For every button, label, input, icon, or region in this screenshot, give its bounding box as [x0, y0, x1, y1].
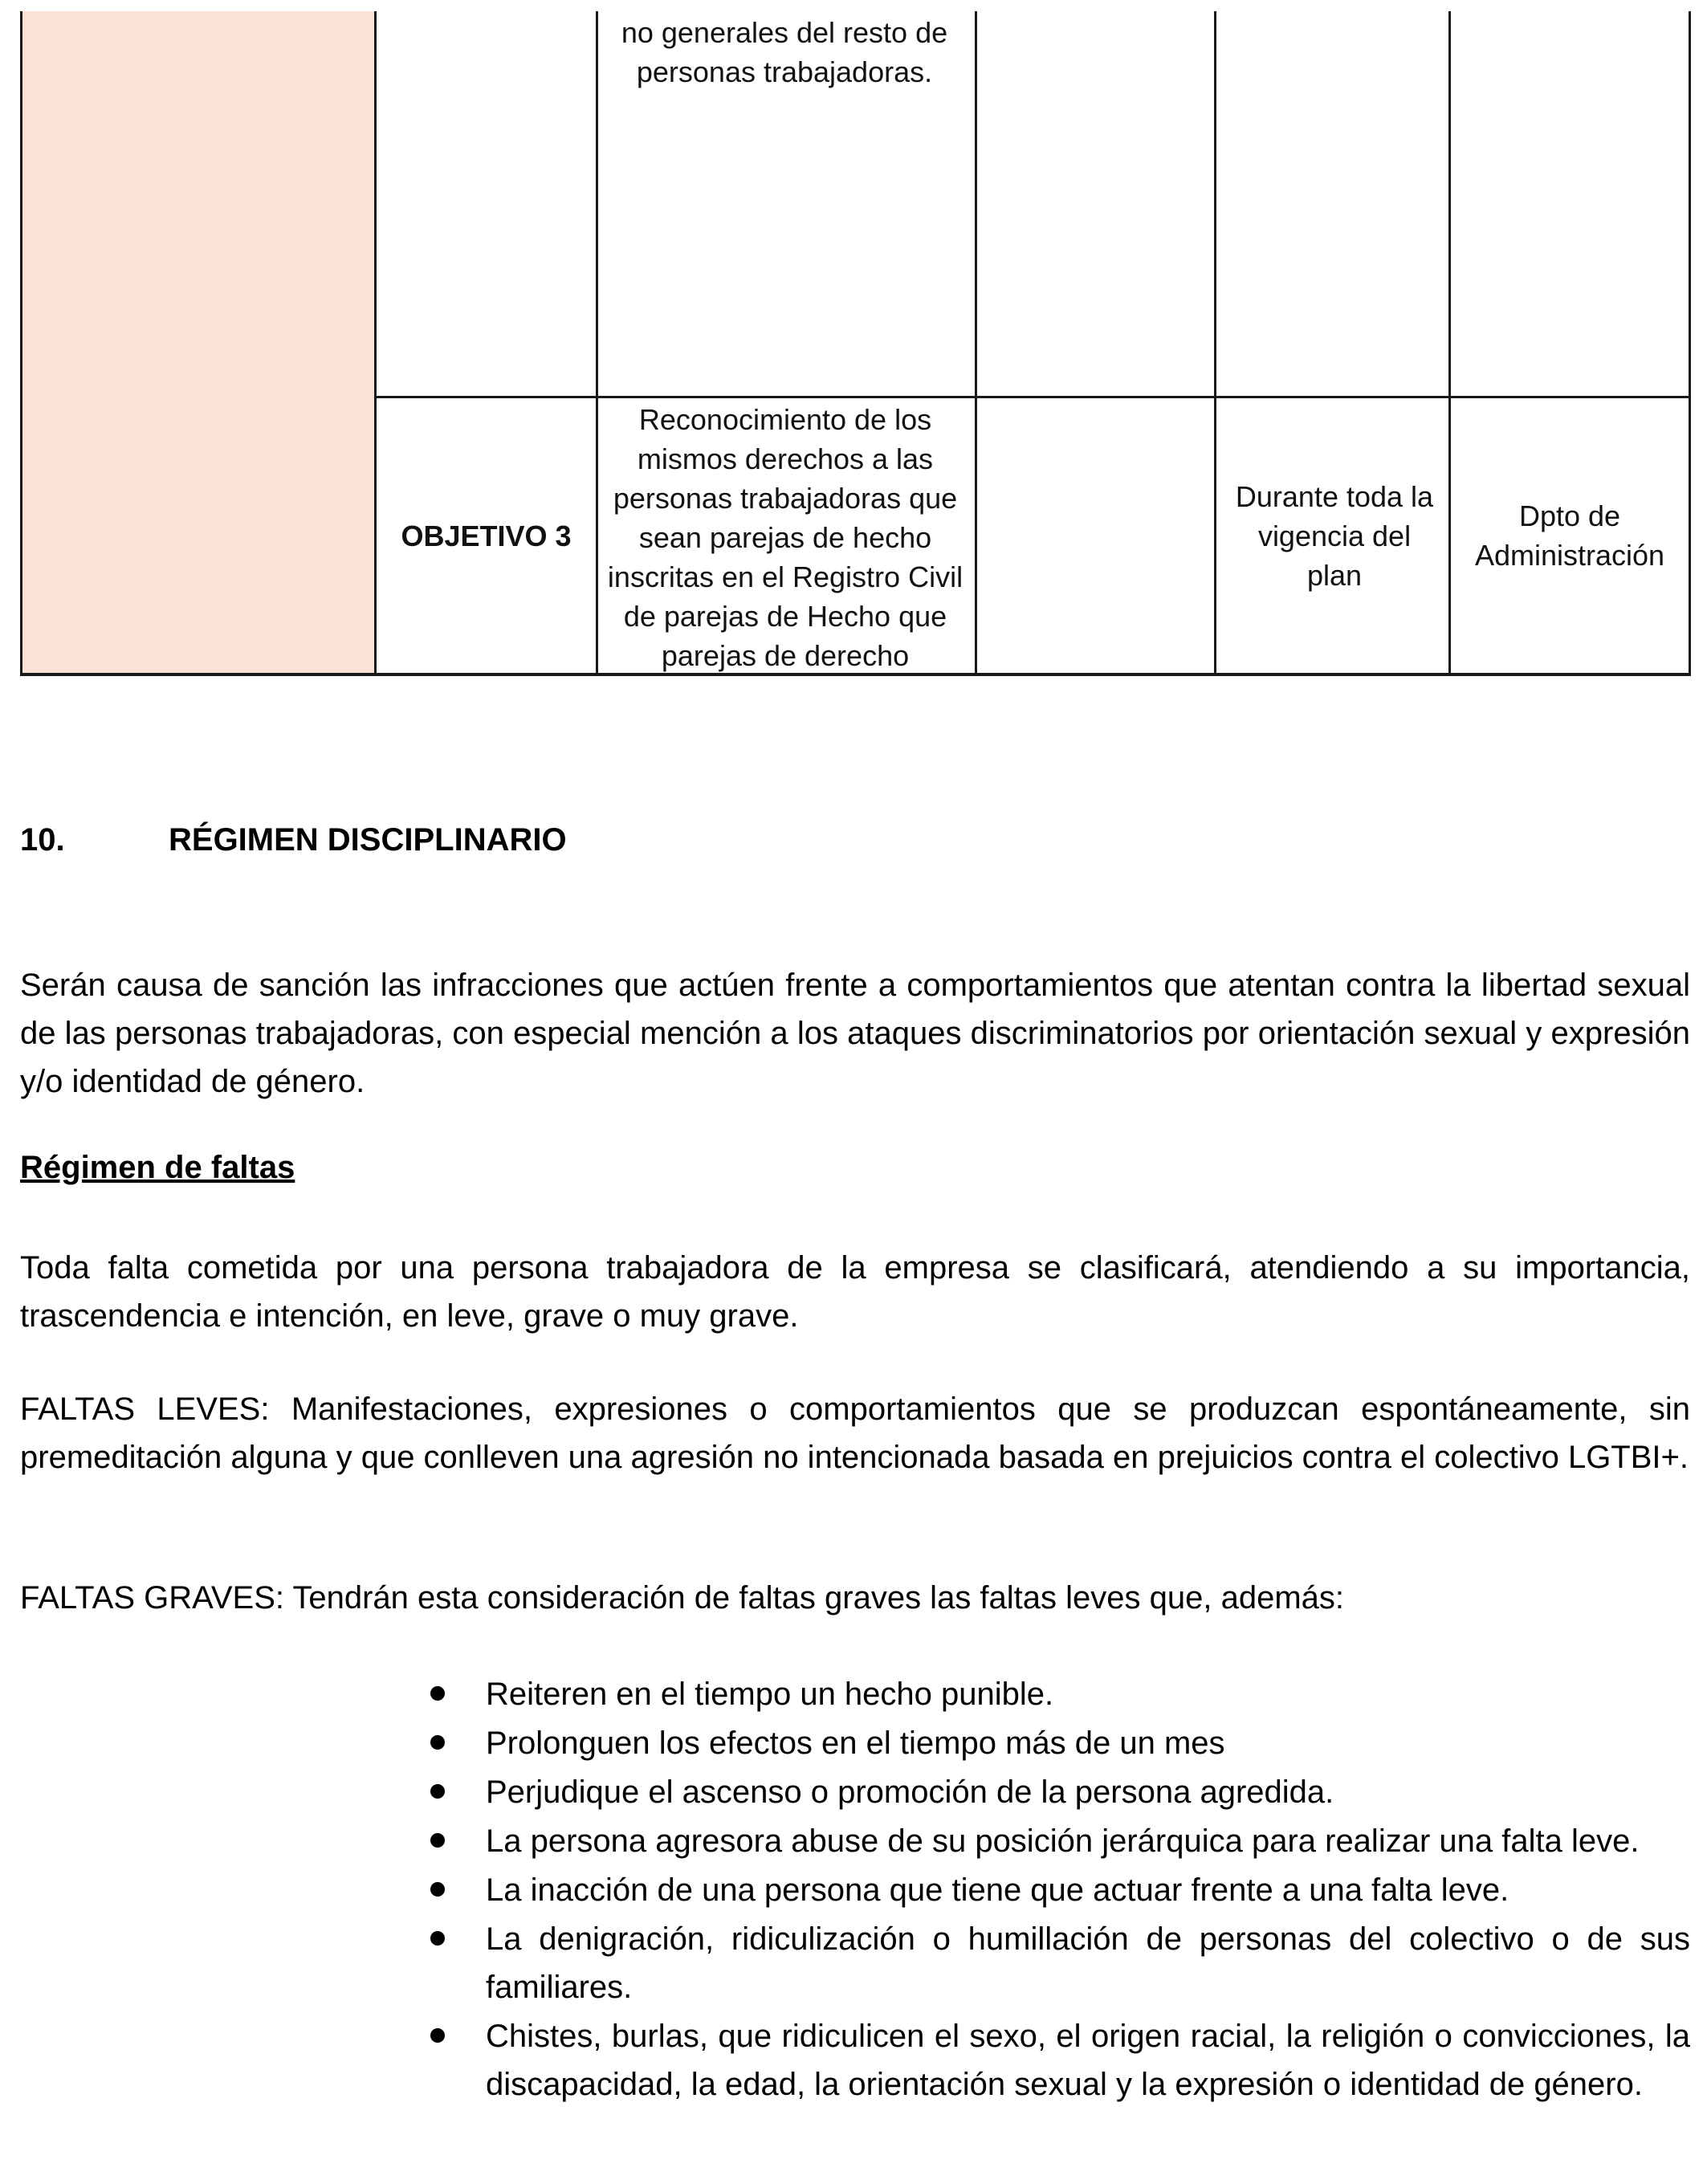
- list-item: [426, 2012, 1690, 2109]
- action-plan-table: [20, 11, 1691, 676]
- list-item-text: La persona agresora abuse de su posición jerárquica para realizar una falta leve.: [486, 1823, 1640, 1859]
- bullet-icon: [430, 1833, 445, 1848]
- list-item-text: La denigración, ridiculización o humillación de personas del colectivo o de sus familiares.: [486, 1921, 1690, 2005]
- classification-paragraph: Toda falta cometida por una persona trabajadora de la empresa se clasificará, atendiendo a su importancia, trascendencia e intención, en leve, grave o muy grave.: [20, 1250, 1690, 1334]
- table-divider: [596, 11, 598, 673]
- list-item: [426, 1915, 1690, 2011]
- section-number: 10.: [20, 822, 65, 858]
- table-cell-timing: [1232, 398, 1436, 673]
- list-item-text: Perjudique el ascenso o promoción de la persona agredida.: [486, 1774, 1334, 1810]
- section-title: RÉGIMEN DISCIPLINARIO: [169, 822, 567, 858]
- cell-text: no generales del resto de personas trabajadoras.: [621, 16, 948, 88]
- faltas-graves-list: [426, 1670, 1690, 2109]
- table-category-column: [22, 11, 377, 673]
- bullet-icon: [430, 1784, 445, 1799]
- faltas-leves-paragraph: FALTAS LEVES: Manifestaciones, expresiones o comportamientos que se produzcan espontáneamente, sin premeditación alguna y que conlleven una agresión no intencionada basada en prejuicios contra el colectivo LGTBI+.: [20, 1391, 1690, 1475]
- table-cell-description: [604, 400, 967, 674]
- bullet-icon: [430, 1735, 445, 1750]
- list-item: [426, 1817, 1690, 1865]
- table-cell-description: [617, 13, 951, 390]
- list-item-text: Reiteren en el tiempo un hecho punible.: [486, 1677, 1054, 1712]
- table-cell-objective: [377, 398, 596, 673]
- section-heading: [20, 822, 567, 858]
- intro-paragraph: Serán causa de sanción las infracciones que actúen frente a comportamientos que atentan contra la libertad sexual de las personas trabajadoras, con especial mención a los ataques discriminatorios por orientación sexual y expresión y/o identidad de género.: [20, 968, 1690, 1099]
- list-item: [426, 1719, 1690, 1767]
- list-item-text: La inacción de una persona que tiene que actuar frente a una falta leve.: [486, 1872, 1509, 1908]
- table-divider: [975, 11, 977, 673]
- list-item: [426, 1670, 1690, 1718]
- cell-text: Dpto de Administración: [1474, 499, 1665, 572]
- faltas-graves-paragraph: FALTAS GRAVES: Tendrán esta consideración de faltas graves las faltas leves que, además:: [20, 1580, 1345, 1616]
- list-item-text: Prolonguen los efectos en el tiempo más de un mes: [486, 1726, 1225, 1761]
- faltas-subheading: Régimen de faltas: [20, 1150, 295, 1185]
- bullet-icon: [430, 1686, 445, 1701]
- cell-text: Reconocimiento de los mismos derechos a las personas trabajadoras que sean parejas de hecho inscritas en el Registro Civil de parejas de Hecho que parejas de derecho: [607, 402, 963, 672]
- bullet-icon: [430, 2028, 445, 2043]
- bullet-icon: [430, 1931, 445, 1946]
- cell-text: Durante toda la vigencia del plan: [1235, 479, 1434, 592]
- bullet-icon: [430, 1882, 445, 1897]
- list-item-text: Chistes, burlas, que ridiculicen el sexo, el origen racial, la religión o convicciones, la discapacidad, la edad, la orientación sexual y la expresión o identidad de género.: [486, 2019, 1690, 2102]
- list-item: [426, 1866, 1690, 1914]
- objective-label: OBJETIVO 3: [401, 519, 572, 552]
- table-divider: [1214, 11, 1216, 673]
- table-cell-responsible: [1451, 398, 1689, 673]
- list-item: [426, 1768, 1690, 1816]
